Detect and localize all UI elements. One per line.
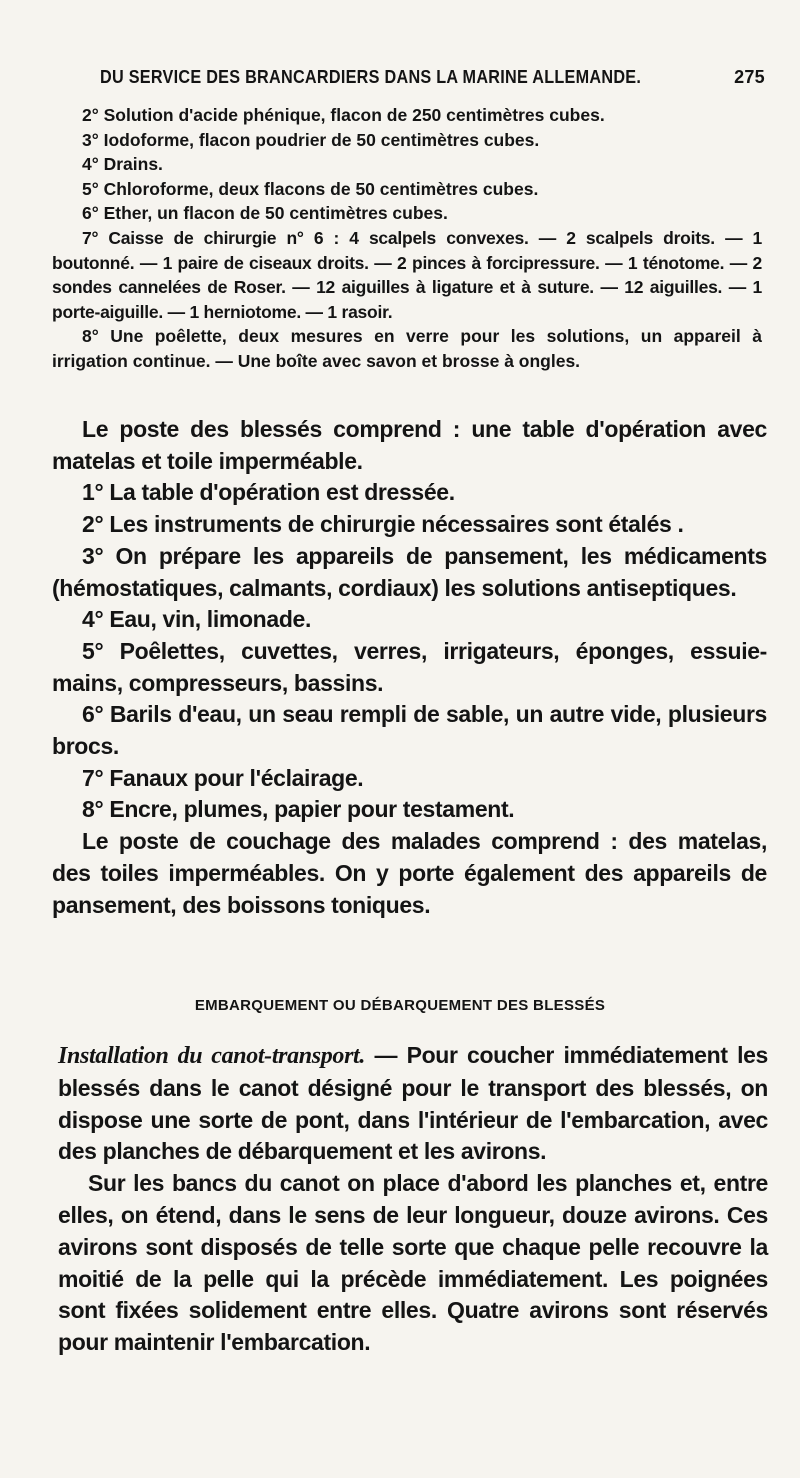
installation-paragraph: — Pour coucher immédiatement les blessés dans le canot désigné pour le transport des blessés, on dispose une sorte de pont, dans l'intérieur de l'embarcation, avec des planches de débarquement et les avirons. [58,1042,768,1165]
list-item: 7° Fanaux pour l'éclairage. [82,764,364,791]
poste-blesses-section [52,414,767,921]
list-item: 8° Une poêlette, deux mesures en verre pour les solutions, un appareil à irrigation continue. — Une boîte avec savon et brosse à ongles. [52,326,762,371]
list-item: 8° Encre, plumes, papier pour testament. [82,796,515,823]
section-heading: EMBARQUEMENT OU DÉBARQUEMENT DES BLESSÉS [194,997,606,1014]
list-item: 4° Drains. [82,154,163,175]
couchage-paragraph: Le poste de couchage des malades comprend : des matelas, des toiles imperméables. On y porte également des appareils de pansement, des boissons toniques. [52,828,767,918]
list-item: 6° Barils d'eau, un seau rempli de sable, un autre vide, plusieurs brocs. [52,701,767,760]
section-intro: Le poste des blessés comprend : une table d'opération avec matelas et toile imperméable. [52,416,767,474]
list-item: 7° Caisse de chirurgie n° 6 : 4 scalpels convexes. — 2 scalpels droits. — 1 boutonné. — 1 paire de ciseaux droits. — 2 pinces à forcipressure. — 1 ténotome. — 2 sondes cannelées de Roser. — 12 aiguilles à ligature et à suture. — 12 aiguilles. — 1 porte-aiguille. — 1 herniotome. — 1 rasoir. [52,227,762,322]
list-item: 2° Solution d'acide phénique, flacon de 250 centimètres cubes. [82,105,605,125]
instrument-list [52,103,762,374]
page-number: 275 [734,67,765,87]
list-item: 3° Iodoforme, flacon poudrier de 50 centimètres cubes. [82,129,540,150]
list-item: 3° On prépare les appareils de pansement, les médicaments (hémostatiques, calmants, cordiaux) les solutions antiseptiques. [52,542,767,601]
list-item: 1° La table d'opération est dressée. [82,479,455,506]
installation-section [58,1040,768,1359]
list-item: 6° Ether, un flacon de 50 centimètres cubes. [82,203,448,224]
list-item: 5° Poêlettes, cuvettes, verres, irrigateurs, éponges, essuie-mains, compresseurs, bassins. [52,637,767,696]
list-item: 2° Les instruments de chirurgie nécessaires sont étalés . [82,511,684,538]
installation-paragraph-2: Sur les bancs du canot on place d'abord les planches et, entre elles, on étend, dans le sens de leur longueur, douze avirons. Ces avirons sont disposés de telle sorte que chaque pelle recouvre la moitié de la pelle qui la précède immédiatement. Les poignées sont fixées solidement entre elles. Quatre avirons sont réservés pour maintenir l'embarcation. [58,1170,768,1356]
list-item: 5° Chloroforme, deux flacons de 50 centimètres cubes. [82,178,539,199]
installation-title: Installation du canot-transport. [58,1043,366,1069]
running-header [100,67,765,97]
list-item: 4° Eau, vin, limonade. [82,606,312,633]
header-title: DU SERVICE DES BRANCARDIERS DANS LA MARINE ALLEMANDE. [100,67,642,87]
